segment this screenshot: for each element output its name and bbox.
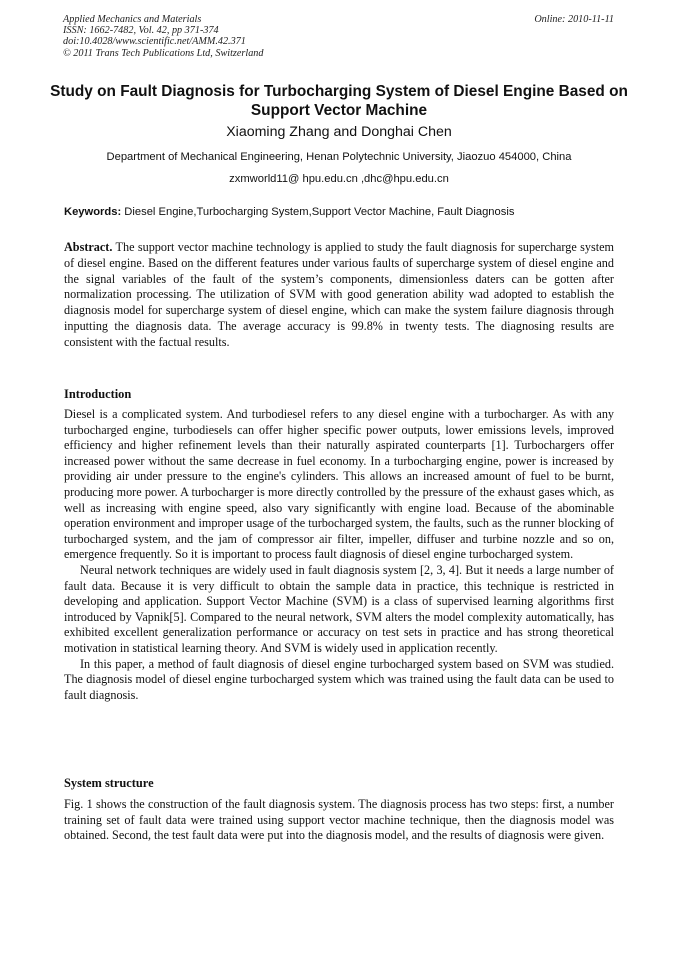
system-structure-body <box>64 797 614 844</box>
author-affiliation: Department of Mechanical Engineering, Henan Polytechnic University, Jiaozuo 454000, China <box>106 151 572 163</box>
keywords-label: Keywords: <box>64 206 122 218</box>
introduction-paragraph: Neural network techniques are widely used in fault diagnosis system [2, 3, 4]. But it needs a large number of fault data. Because it is very difficult to obtain the sample data in practice, this technique is restricted in developing and application. Support Vector Machine (SVM) is a class of supervised learning algorithms first introduced by Vapnik[5]. Compared to the neural network, SVM alters the model complexity automatically, has exhibited excellent generalization performance or accuracy on test sets in practice and has strong theoretical motivation in statistical learning theory. And SVM is widely used in application recently. <box>64 562 614 655</box>
keywords-line <box>64 205 624 219</box>
system-structure-paragraph: Fig. 1 shows the construction of the fault diagnosis system. The diagnosis process has two steps: first, a number training set of fault data were trained using support vector machine technique, then the diagnosis model was obtained. Second, the test fault data were put into the diagnosis model, and the results of diagnosis were given. <box>64 797 614 843</box>
abstract-paragraph <box>64 240 614 351</box>
introduction-paragraph: In this paper, a method of fault diagnosis of diesel engine turbocharged system based on SVM was studied. The diagnosis model of diesel engine turbocharged system which was trained using the fault data can be used to fault diagnosis. <box>64 656 614 702</box>
journal-header <box>63 14 263 59</box>
keywords-text: Diesel Engine,Turbocharging System,Support Vector Machine, Fault Diagnosis <box>121 206 515 218</box>
author-emails[interactable]: zxmworld11@ hpu.edu.cn ,dhc@hpu.edu.cn <box>229 173 449 185</box>
introduction-paragraph: Diesel is a complicated system. And turbodiesel refers to any diesel engine with a turbocharger. As with any turbocharged engine, turbodiesels can offer higher specific power outputs, lower emissions levels, improved efficiency and higher refinement levels than their naturally aspirated counterparts [1]. Turbochargers offer increased power without the same decrease in fuel economy. In a turbocharging engine, power is increased by providing air under pressure to the engine's cylinders. This allows an increased amount of fuel to be burnt, producing more power. A turbocharger is more directly controlled by the pressure of the exhaust gases which, as well as increasing with engine speed, also vary significantly with engine load. Because of the abominable operation environment and improper usage of the turbocharged system, the faults, such as the runner blocking of turbocharged system, and the jam of compressor air filter, impeller, diffuser and turbine nozzle and so on, emergence frequently. So it is important to process fault diagnosis of diesel engine turbocharged system. <box>64 407 614 562</box>
introduction-body <box>64 407 614 703</box>
abstract-text: The support vector machine technology is applied to study the fault diagnosis for supercharge system of diesel engine. Based on the different features under various faults of supercharge system of diesel engine and the signal variables of the fault of the system’s components, dimensionless daters can be gotten after normalization processing. The utilization of SVM with good generation ability wad adopted to establish the diagnosis model for supercharge system of diesel engine, which can make the system failure diagnosis through inputting the diagnosis data. The average accuracy is 99.8% in twenty tests. The diagnosing results are consistent with the factual results. <box>64 240 614 349</box>
journal-issn: ISSN: 1662-7482, Vol. 42, pp 371-374 <box>63 25 219 37</box>
system-structure-heading: System structure <box>64 776 154 790</box>
journal-doi[interactable]: doi:10.4028/www.scientific.net/AMM.42.371 <box>63 36 246 48</box>
paper-title: Study on Fault Diagnosis for Turbocharging System of Diesel Engine Based on Support Vector Machine <box>50 83 628 119</box>
journal-copyright: © 2011 Trans Tech Publications Ltd, Switzerland <box>63 47 264 59</box>
introduction-heading: Introduction <box>64 387 132 401</box>
paper-authors: Xiaoming Zhang and Donghai Chen <box>226 124 452 140</box>
online-date: Online: 2010-11-11 <box>534 14 614 25</box>
abstract-label: Abstract. <box>64 240 113 254</box>
journal-name: Applied Mechanics and Materials <box>63 14 202 25</box>
